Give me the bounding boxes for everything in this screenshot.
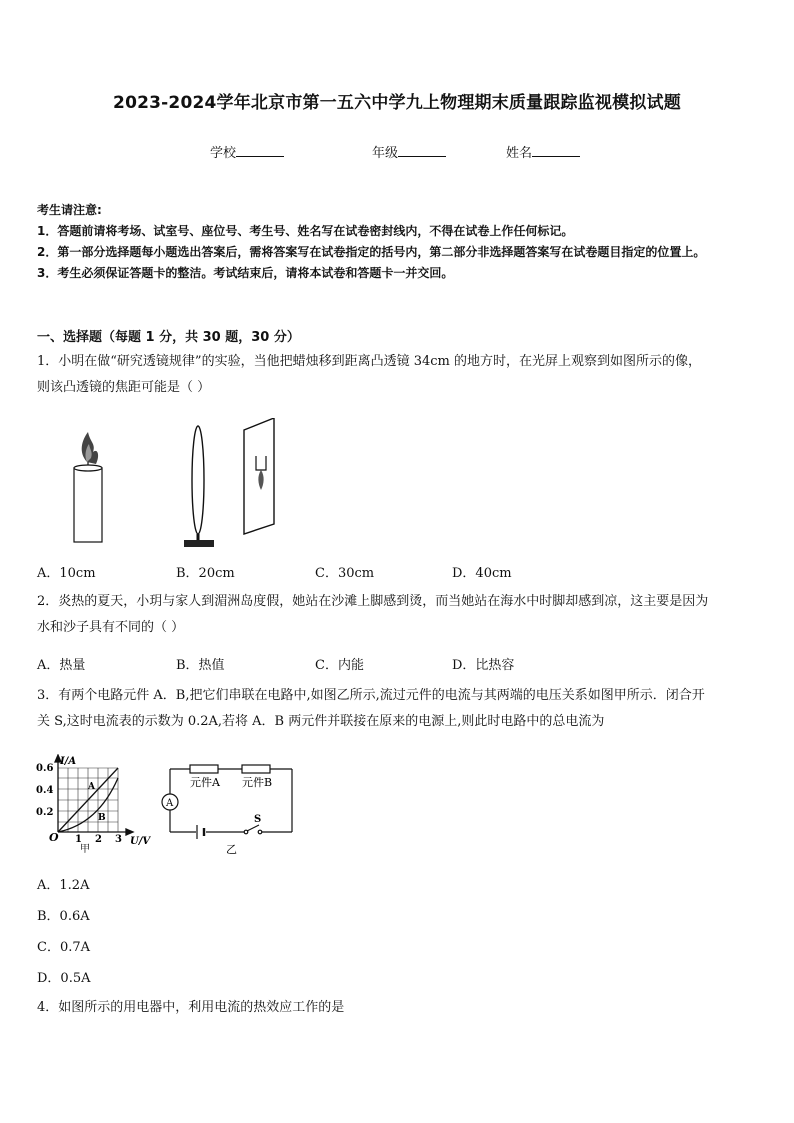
- switch-label: S: [254, 814, 262, 825]
- question-3: [37, 683, 762, 735]
- graph-y-tick-0.4: 0.4: [36, 785, 54, 796]
- name-field[interactable]: [506, 142, 580, 161]
- element-b-label: 元件B: [242, 776, 273, 789]
- page-title: 2023-2024学年北京市第一五六中学九上物理期末质量跟踪监视模拟试题: [113, 93, 681, 113]
- graph-x-tick-2: 2: [95, 834, 102, 845]
- question-1-option-c[interactable]: C．30cm: [315, 566, 375, 581]
- notice-item-2: 2．第一部分选择题每小题选出答案后，需将答案写在试卷指定的括号内，第二部分非选择题答案写在试卷题目指定的位置上。: [37, 245, 706, 259]
- notice-item-1: 1．答题前请将考场、试室号、座位号、考生号、姓名写在试卷密封线内，不得在试卷上作任何标记。: [37, 224, 574, 238]
- section-heading: 一、选择题（每题 1 分，共 30 题，30 分）: [37, 330, 300, 345]
- graph-x-tick-1: 1: [75, 834, 82, 845]
- name-blank[interactable]: [532, 144, 580, 157]
- graph-x-axis-label: U/V: [130, 836, 151, 847]
- question-3-text-line2: 关 S,这时电流表的示数为 0.2A,若将 A．B 两元件并联接在原来的电源上,则此时电路中的总电流为: [37, 714, 605, 729]
- question-2-option-d[interactable]: D．比热容: [452, 658, 515, 673]
- circuit-wires: [170, 769, 292, 832]
- curve-a-label: A: [88, 782, 95, 792]
- question-1-option-b[interactable]: B．20cm: [176, 566, 235, 581]
- circuit-caption: 乙: [226, 843, 237, 856]
- notice-heading: 考生请注意:: [37, 203, 102, 217]
- graph-x-tick-3: 3: [115, 834, 122, 845]
- switch-icon[interactable]: [244, 825, 262, 834]
- grade-label: 年级: [372, 146, 399, 161]
- graph-caption: 甲: [80, 844, 90, 854]
- circuit-figure: [160, 764, 300, 856]
- notice-item-3: 3．考生必须保证答题卡的整洁。考试结束后，请将本试卷和答题卡一并交回。: [37, 266, 454, 280]
- question-2-text-line1: 2．炎热的夏天，小玥与家人到湄洲岛度假，她站在沙滩上脚感到烫，而当她站在海水中时脚却感到凉，这主要是因为: [37, 594, 709, 609]
- candle-icon: [74, 432, 102, 542]
- name-label: 姓名: [506, 146, 533, 161]
- school-label: 学校: [210, 146, 237, 161]
- school-blank[interactable]: [236, 144, 284, 157]
- battery-icon: [197, 825, 204, 839]
- element-a-resistor: [190, 765, 218, 773]
- lens-experiment-figure: [60, 418, 290, 554]
- convex-lens-icon: [184, 426, 214, 547]
- question-2: [37, 589, 762, 641]
- graph-y-tick-0.2: 0.2: [36, 807, 54, 818]
- notice-block: [37, 200, 762, 284]
- question-2-option-c[interactable]: C．内能: [315, 658, 364, 673]
- question-3-option-b[interactable]: B．0.6A: [37, 909, 90, 924]
- graph-y-axis-label: I/A: [60, 756, 77, 767]
- question-3-option-d[interactable]: D．0.5A: [37, 971, 91, 986]
- question-2-text-line2: 水和沙子具有不同的（ ）: [37, 620, 185, 635]
- element-a-label: 元件A: [190, 776, 220, 789]
- element-b-resistor: [242, 765, 270, 773]
- graph-origin-label: O: [49, 831, 59, 844]
- question-3-option-a[interactable]: A．1.2A: [37, 878, 90, 893]
- question-4-text-line1: 4．如图所示的用电器中，利用电流的热效应工作的是: [37, 1000, 345, 1015]
- question-1-option-d[interactable]: D．40cm: [452, 566, 512, 581]
- grade-field[interactable]: [372, 142, 446, 161]
- light-screen-icon: [244, 418, 274, 534]
- question-4: [37, 995, 762, 1021]
- ammeter-label: A: [166, 798, 174, 809]
- question-3-option-c[interactable]: C．0.7A: [37, 940, 91, 955]
- question-1-option-a[interactable]: A．10cm: [37, 566, 96, 581]
- question-3-text-line1: 3．有两个电路元件 A．B,把它们串联在电路中,如图乙所示,流过元件的电流与其两端的电压关系如图甲所示．闭合开: [37, 688, 705, 703]
- question-2-option-a[interactable]: A．热量: [37, 658, 86, 673]
- curve-b-label: B: [98, 813, 106, 823]
- iv-graph-figure: [36, 754, 156, 854]
- graph-y-tick-0.6: 0.6: [36, 763, 54, 774]
- school-field[interactable]: [210, 142, 284, 161]
- question-1-text-line2: 则该凸透镜的焦距可能是（ ）: [37, 380, 211, 395]
- grade-blank[interactable]: [398, 144, 446, 157]
- question-2-option-b[interactable]: B．热值: [176, 658, 225, 673]
- question-1-text-line1: 1．小明在做“研究透镜规律”的实验，当他把蜡烛移到距离凸透镜 34cm 的地方时，在光屏上观察到如图所示的像，: [37, 354, 701, 369]
- question-1: [37, 349, 762, 401]
- ammeter-icon: [162, 794, 178, 810]
